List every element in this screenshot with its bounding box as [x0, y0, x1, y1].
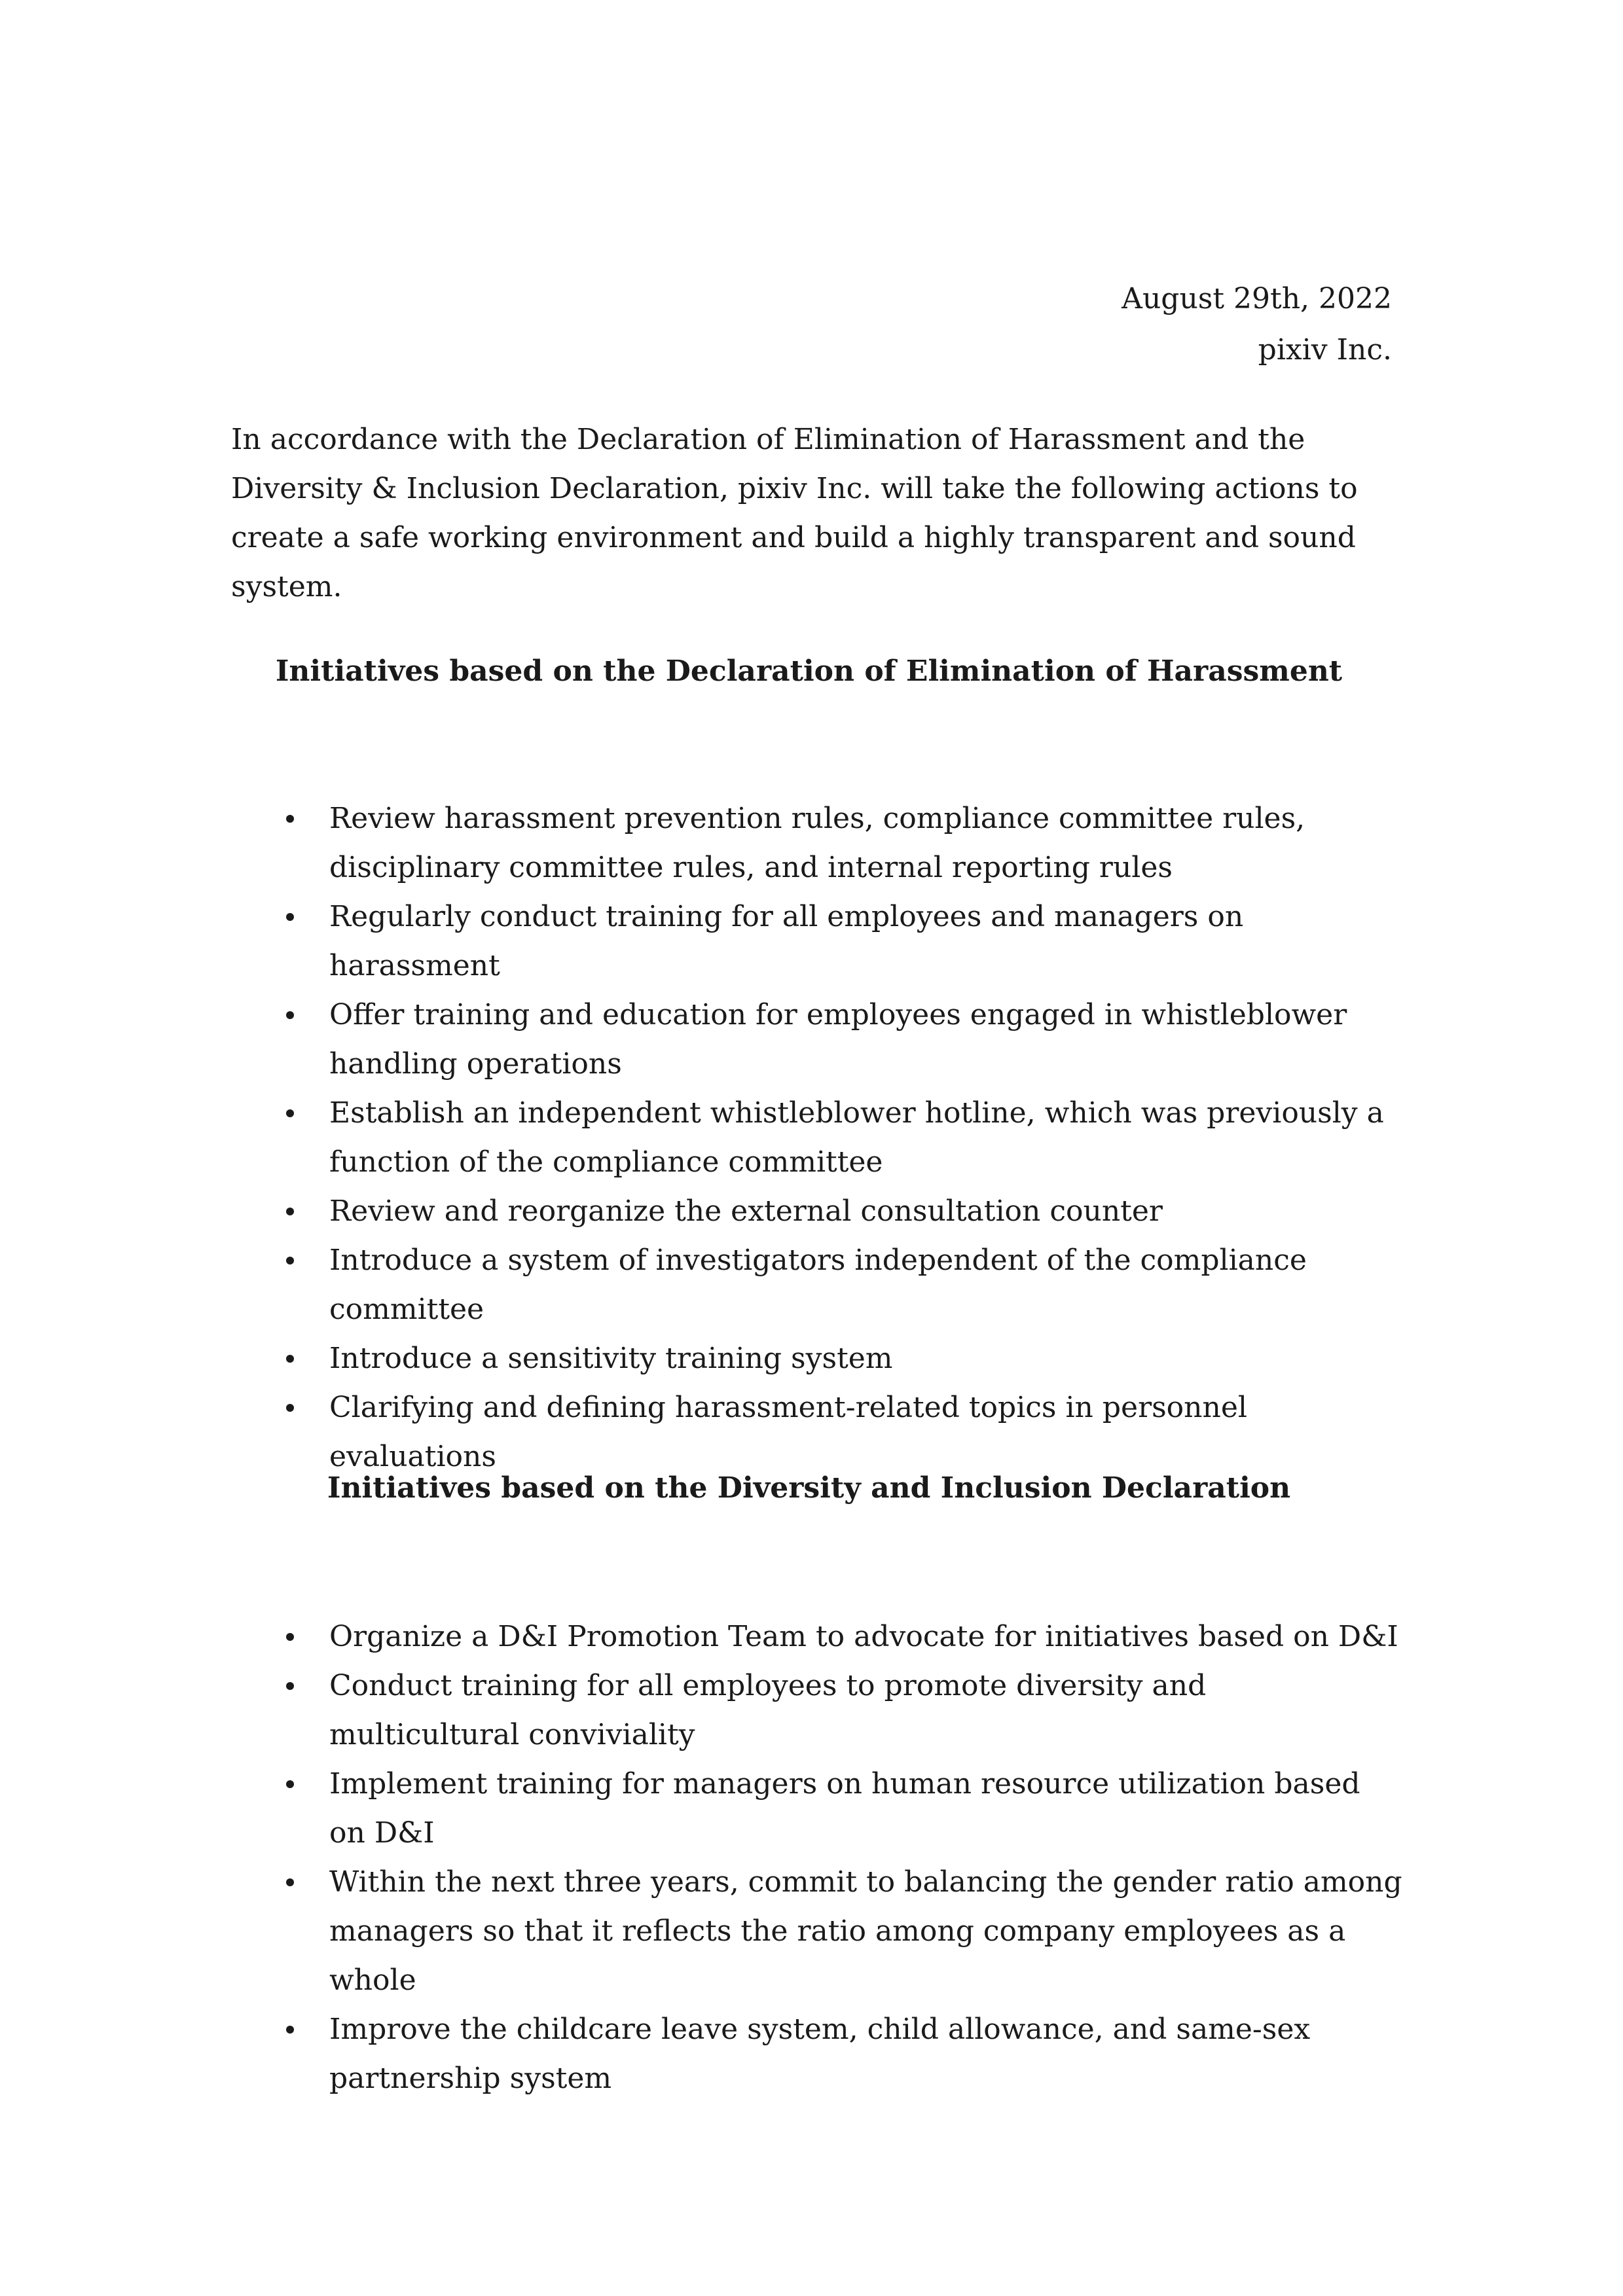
bullet-icon — [286, 1404, 294, 1412]
bullet-icon — [286, 1633, 294, 1641]
bullet-icon — [286, 1682, 294, 1690]
section-title-diversity: Initiatives based on the Diversity and Inclusion Declaration — [327, 1471, 1291, 1505]
list-item-text: Organize a D&I Promotion Team to advocate for initiatives based on D&I — [329, 1620, 1398, 1653]
list-item-text: Establish an independent whistleblower hotline, which was previously a function of the compliance committee — [329, 1096, 1384, 1179]
bullet-icon — [286, 1011, 294, 1019]
bullet-icon — [286, 1780, 294, 1788]
list-item-text: Introduce a sensitivity training system — [329, 1342, 893, 1375]
intro-paragraph: In accordance with the Declaration of Elimination of Harassment and the Diversity & Inclusion Declaration, pixiv Inc. will take the following actions to create a safe working environment and build a highly transparent and sound system. — [231, 423, 1358, 603]
list-item — [231, 892, 1403, 990]
company-name: pixiv Inc. — [1258, 333, 1392, 367]
bullet-icon — [286, 2026, 294, 2034]
list-item — [231, 1088, 1403, 1187]
list-item — [231, 1857, 1403, 2005]
bullet-icon — [286, 1878, 294, 1886]
list-item — [231, 794, 1403, 892]
list-item — [231, 1759, 1403, 1857]
list-item-text: Clarifying and defining harassment-related topics in personnel evaluations — [329, 1391, 1247, 1473]
bullet-icon — [286, 1355, 294, 1363]
bullet-icon — [286, 1208, 294, 1215]
list-item — [231, 1383, 1403, 1481]
list-item — [231, 2005, 1403, 2103]
bullet-icon — [286, 1257, 294, 1265]
list-item-text: Introduce a system of investigators independent of the compliance committee — [329, 1244, 1307, 1326]
list-item — [231, 1661, 1403, 1759]
list-item-text: Conduct training for all employees to promote diversity and multicultural conviviality — [329, 1669, 1207, 1751]
bullet-icon — [286, 815, 294, 823]
list-item — [231, 1334, 1403, 1383]
diversity-initiatives-list — [231, 1612, 1403, 2103]
document-date: August 29th, 2022 — [1122, 282, 1392, 315]
list-item-text: Improve the childcare leave system, child allowance, and same-sex partnership system — [329, 2013, 1311, 2095]
section-title-harassment: Initiatives based on the Declaration of Elimination of Harassment — [275, 655, 1343, 688]
bullet-icon — [286, 1109, 294, 1117]
list-item-text: Review and reorganize the external consultation counter — [329, 1194, 1163, 1228]
list-item — [231, 1236, 1403, 1334]
harassment-initiatives-list — [231, 794, 1403, 1481]
document-header — [1122, 274, 1392, 376]
list-item — [231, 990, 1403, 1088]
list-item-text: Offer training and education for employees engaged in whistleblower handling operations — [329, 998, 1347, 1081]
list-item-text: Review harassment prevention rules, compliance committee rules, disciplinary committee rules, and internal reporting rules — [329, 802, 1305, 884]
list-item-text: Within the next three years, commit to balancing the gender ratio among managers so that it reflects the ratio among company employees as a whole — [329, 1865, 1402, 1997]
bullet-icon — [286, 913, 294, 921]
list-item — [231, 1612, 1403, 1661]
list-item — [231, 1187, 1403, 1236]
list-item-text: Regularly conduct training for all employees and managers on harassment — [329, 900, 1244, 982]
list-item-text: Implement training for managers on human resource utilization based on D&I — [329, 1767, 1360, 1850]
